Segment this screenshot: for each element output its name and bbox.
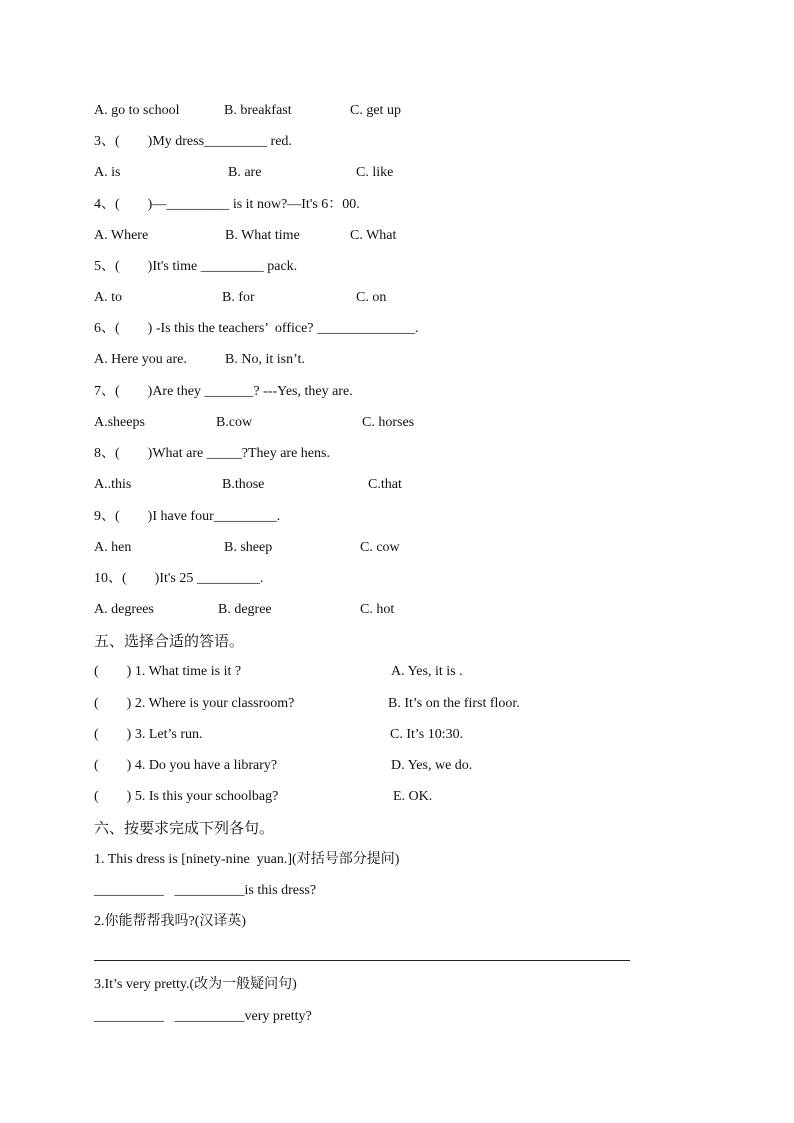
match-answer-e: E. OK.	[393, 789, 433, 804]
question-4: 4、( )—_________ is it now?—It's 6：00.	[94, 197, 360, 212]
q7-option-c: C. horses	[362, 415, 415, 430]
match-question-4: ( ) 4. Do you have a library?	[94, 758, 278, 773]
q5-option-c: C. on	[356, 290, 387, 305]
q9-option-a: A. hen	[94, 540, 132, 555]
question-3: 3、( )My dress_________ red.	[94, 134, 292, 149]
q8-option-a: A..this	[94, 477, 132, 492]
q2-option-a: A. go to school	[94, 103, 180, 118]
section-6-title: 六、按要求完成下列各句。	[94, 819, 275, 837]
q4-option-a: A. Where	[94, 228, 149, 243]
question-10: 10、( )It's 25 _________.	[94, 571, 264, 586]
q5-option-b: B. for	[222, 290, 255, 305]
q10-option-b: B. degree	[218, 602, 272, 617]
match-question-3: ( ) 3. Let’s run.	[94, 727, 203, 742]
match-question-2: ( ) 2. Where is your classroom?	[94, 696, 295, 711]
question-9: 9、( )I have four_________.	[94, 509, 281, 524]
rewrite-3-prompt: 3.It’s very pretty.(改为一般疑问句)	[94, 977, 297, 992]
match-answer-d: D. Yes, we do.	[391, 758, 473, 773]
rewrite-1-answer-blanks: __________ __________is this dress?	[94, 883, 317, 898]
rewrite-2-answer-line	[94, 960, 630, 961]
match-answer-a: A. Yes, it is .	[391, 664, 463, 679]
match-question-1: ( ) 1. What time is it ?	[94, 664, 242, 679]
q9-option-b: B. sheep	[224, 540, 273, 555]
q3-option-a: A. is	[94, 165, 121, 180]
q3-option-c: C. like	[356, 165, 394, 180]
q10-option-a: A. degrees	[94, 602, 154, 617]
q4-option-b: B. What time	[225, 228, 300, 243]
q10-option-c: C. hot	[360, 602, 395, 617]
question-5: 5、( )It's time _________ pack.	[94, 259, 298, 274]
q7-option-b: B.cow	[216, 415, 253, 430]
match-answer-b: B. It’s on the first floor.	[388, 696, 520, 711]
question-7: 7、( )Are they _______? ---Yes, they are.	[94, 384, 353, 399]
match-answer-c: C. It’s 10:30.	[390, 727, 464, 742]
q8-option-c: C.that	[368, 477, 402, 492]
rewrite-3-answer-blanks: __________ __________very pretty?	[94, 1009, 312, 1024]
match-question-5: ( ) 5. Is this your schoolbag?	[94, 789, 279, 804]
q8-option-b: B.those	[222, 477, 265, 492]
q3-option-b: B. are	[228, 165, 262, 180]
q6-option-a: A. Here you are.	[94, 352, 187, 367]
q7-option-a: A.sheeps	[94, 415, 145, 430]
q6-option-b: B. No, it isn’t.	[225, 352, 305, 367]
rewrite-2-prompt: 2.你能帮帮我吗?(汉译英)	[94, 914, 247, 929]
section-5-title: 五、选择合适的答语。	[94, 632, 245, 650]
q2-option-b: B. breakfast	[224, 103, 292, 118]
question-8: 8、( )What are _____?They are hens.	[94, 446, 330, 461]
q2-option-c: C. get up	[350, 103, 401, 118]
rewrite-1-prompt: 1. This dress is [ninety-nine yuan.](对括号部分提问)	[94, 852, 400, 867]
question-6: 6、( ) -Is this the teachers’ office? ______________.	[94, 321, 419, 336]
q4-option-c: C. What	[350, 228, 397, 243]
q5-option-a: A. to	[94, 290, 122, 305]
q9-option-c: C. cow	[360, 540, 400, 555]
